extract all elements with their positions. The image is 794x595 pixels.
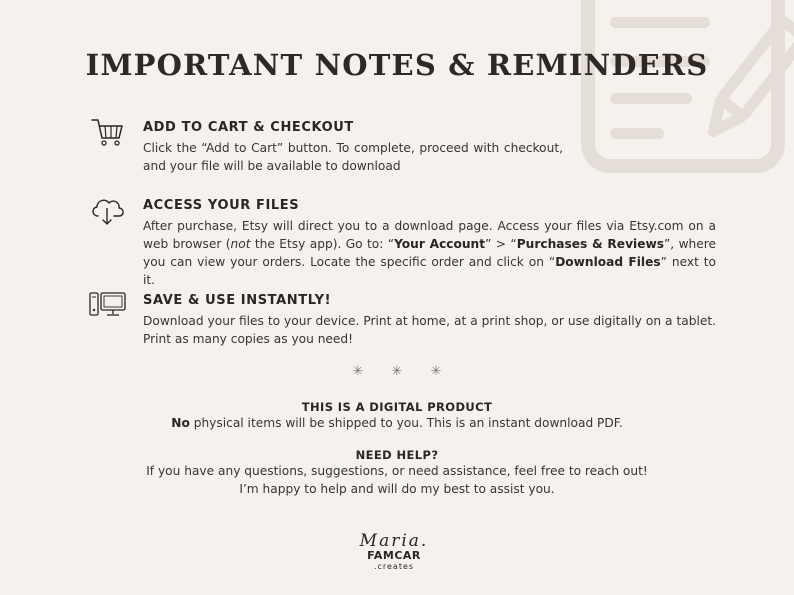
digital-product-heading: THIS IS A DIGITAL PRODUCT [301,400,493,414]
help-line-2: I’m happy to help and will do my best to assist you. [239,482,555,496]
section-heading: ACCESS YOUR FILES [143,198,300,213]
signature: Maria. [359,531,429,551]
digital-product-notice [0,400,794,432]
help-notice [0,448,794,498]
brand-logo [352,532,436,580]
shopping-cart-icon [88,116,128,148]
brand-name: FAMCAR [367,549,421,562]
computer-devices-icon [88,289,128,321]
section-body: After purchase, Etsy will direct you to a download page. Access your files via Etsy.com on a web browser (not the Etsy app). Go to: “Your Account” > “Purchases & Reviews”, where you can view your orders. Locate the specific order and click on “Download Files” next to it. [143,219,717,287]
section-heading: SAVE & USE INSTANTLY! [143,293,332,308]
section-body: Click the “Add to Cart” button. To complete, proceed with checkout, and your file will be available to download [143,141,563,173]
help-line-1: If you have any questions, suggestions, or need assistance, feel free to reach out! [146,464,648,478]
brand-subtitle: .creates [373,562,415,571]
section-add-to-cart [88,120,716,175]
help-heading: NEED HELP? [355,448,439,462]
asterisk-icon: ✳ [352,364,364,379]
page-title: IMPORTANT NOTES & REMINDERS [85,48,709,82]
cloud-download-icon [88,194,128,226]
section-save-use [88,293,716,348]
section-heading: ADD TO CART & CHECKOUT [143,120,354,135]
star-divider [0,364,794,379]
section-body: Download your files to your device. Print at home, at a print shop, or use digitally on a tablet. Print as many copies as you need! [143,314,716,346]
asterisk-icon: ✳ [430,364,442,379]
asterisk-icon: ✳ [391,364,403,379]
section-access-files [88,198,716,289]
digital-product-text: No physical items will be shipped to you. This is an instant download PDF. [171,416,623,430]
